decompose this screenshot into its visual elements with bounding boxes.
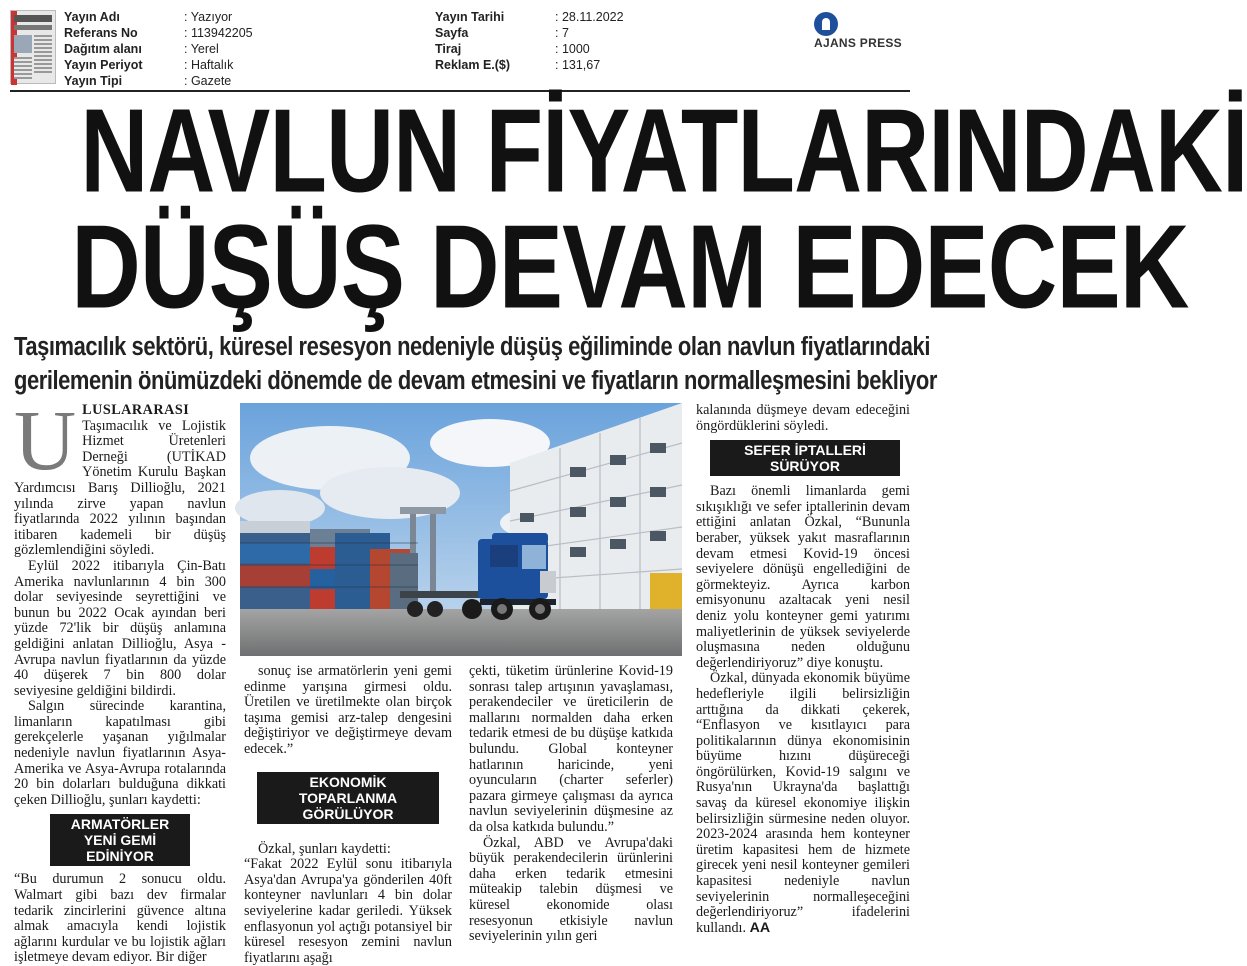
- meta-row: [435, 25, 624, 41]
- ajans-press-logo: [814, 10, 910, 50]
- meta-value: : 113942205: [184, 25, 253, 41]
- paragraph: Eylül 2022 itibarıyla Çin-Batı Amerika navlunlarının 4 bin 300 dolar seviyesinde seyrettiğini ve bunun bu 2022 Ocak ayından beri yüzde 72'lik bir düşüş anlamına geldiğini anlatan Dillioğlu, Asya -Avrupa navlun fiyatlarının da yüzde 40 düşerek 7 bin 800 dolar seviyesine geldiğini bildirdi.: [14, 557, 226, 699]
- meta-row: [435, 41, 624, 57]
- meta-value: : 7: [555, 25, 569, 41]
- meta-key: Yayın Periyot: [64, 58, 143, 72]
- column-3: [469, 664, 673, 945]
- deck-line-2: gerilemenin önümüzdeki dönemde de devam etmesini ve fiyatların normalleşmesini bekliyor: [14, 367, 937, 395]
- meta-key: Tiraj: [435, 42, 462, 56]
- paragraph-text: Taşımacılık ve Lojistik Hizmet Üretenleri Derneği (UTİKAD Yönetim Kurulu Başkan Yardımcısı Barış Dillioğlu, 2021 yılında zirve yapan navlun fiyatlarında 2022 yılının başından itibaren kademeli bir düşüş gözlemlendiğini söyledi.: [14, 417, 226, 559]
- drop-cap: U: [14, 392, 77, 488]
- headline-line-2: DÜŞÜŞ DEVAM EDECEK: [71, 200, 1189, 333]
- meta-right: [435, 9, 624, 73]
- port-truck-photo: [240, 403, 682, 656]
- meta-row: [64, 57, 253, 73]
- meta-value: : Yerel: [184, 41, 219, 57]
- column-4: [696, 403, 910, 936]
- paragraph-text: Özkal, dünyada ekonomik büyüme hedefleriyle ilgili belirsizliğin arttığına da dikkati çekerek, “Enflasyon ve kısıtlayıcı para politikalarının dünya ekonomisinin büyüme hızını düşüreceği öngörülürken, Kovid-19 salgını ve Rusya'nın Ukrayna'da başlattığı savaş da küresel ekonomiye ilişkin belirsizliğin sürmesine neden oluyor. 2023-2024 arasında hem konteyner üretim kapasitesi hem de hizmete girecek yeni nesil konteyner gemileri kapasitesi nedeniyle navlun seviyelerinin normalleşeceğini değerlendiriyoruz” ifadelerini kullandı.: [696, 670, 910, 936]
- byline-aa: AA: [749, 919, 771, 936]
- column-1: [14, 392, 226, 966]
- paragraph: Özkal, şunları kaydetti:: [258, 840, 391, 857]
- subhead: EKONOMİK TOPARLANMA GÖRÜLÜYOR: [257, 772, 439, 824]
- meta-value: : 28.11.2022: [555, 9, 624, 25]
- meta-key: Reklam E.($): [435, 58, 511, 72]
- meta-value: : Yazıyor: [184, 9, 232, 25]
- meta-left: [64, 9, 253, 89]
- paragraph: Özkal, ABD ve Avrupa'daki büyük perakendecilerin ürünlerini daha erken tedarik etmesini müteakip talebin düşmesi ve küresel ekonomide olası resesyonun etkisiyle navlun seviyelerinin yılın geri: [469, 834, 673, 945]
- meta-key: Yayın Tarihi: [435, 10, 505, 24]
- meta-key: Yayın Tipi: [64, 74, 123, 88]
- deck: [14, 330, 937, 398]
- meta-value: : 1000: [555, 41, 590, 57]
- meta-value: : Haftalık: [184, 57, 233, 73]
- subhead: SEFER İPTALLERİ SÜRÜYOR: [710, 440, 900, 476]
- headline: [8, 84, 1247, 333]
- clipping-header: [0, 0, 920, 92]
- subhead: ARMATÖRLER YENİ GEMİ EDİNİYOR: [50, 814, 190, 866]
- page-thumbnail[interactable]: [10, 10, 56, 84]
- meta-row: [435, 9, 624, 25]
- meta-key: Sayfa: [435, 26, 469, 40]
- column-2: [244, 664, 452, 966]
- meta-key: Referans No: [64, 26, 138, 40]
- dateline: LUSLARARASI: [82, 402, 190, 418]
- logo-text: AJANS PRESS: [814, 36, 902, 50]
- paragraph: [696, 671, 910, 936]
- paragraph: kalanında düşmeye devam edeceğini öngördüklerini söyledi.: [696, 402, 910, 434]
- meta-value: : 131,67: [555, 57, 600, 73]
- meta-key: Dağıtım alanı: [64, 42, 142, 56]
- meta-value: : Gazete: [184, 73, 231, 89]
- paragraph: “Bu durumun 2 sonucu oldu. Walmart gibi bazı dev firmalar tedarik zincirlerini güvence altına almak amacıyla kendi lojistik ağlarını kurdular ve bu lojistik ağları işletmeye devam ediyor. Bir diğer: [14, 871, 226, 966]
- article-photo[interactable]: [240, 403, 682, 656]
- meta-row: [64, 41, 253, 57]
- headline-line-1: NAVLUN FİYATLARINDAKİ: [80, 84, 1247, 217]
- ajans-press-logo-icon: [814, 12, 838, 36]
- paragraph: “Fakat 2022 Eylül sonu itibarıyla Asya'dan Avrupa'ya gönderilen 40ft konteyner navlunları 4 bin dolar seviyelerine kadar geriledi. Yüksek enflasyonun yol açtığı potansiyel bir küresel resesyon zemini navlun fiyatlarını aşağı: [244, 856, 452, 966]
- meta-key: Yayın Adı: [64, 10, 120, 24]
- paragraph: Salgın sürecinde karantina, limanların kapatılması gibi gerekçelerle yaşanan yığılmalar nedeniyle navlun fiyatlarının Asya-Amerika ve Asya-Avrupa rotalarında 20 bin dolarları bulduğuna dikkati çeken Dillioğlu, şunları kaydetti:: [14, 698, 226, 808]
- meta-row: [435, 57, 624, 73]
- paragraph: Bazı önemli limanlarda gemi sıkışıklığı ve sefer iptallerinin devam ettiğini anlatan Özkal, “Bununla beraber, yüksek yakıt masraflarının devam etmesi Kovid-19 öncesi seviyelere dönüşü engellediğini de görmekteyiz. Ayrıca karbon emisyonunu azaltacak yeni nesil deniz yolu konteyner gemi yatırımı maliyetlerinin de yüksek seviyelerde oluşmasına neden olduğunu değerlendiriyoruz” diye konuştu.: [696, 483, 910, 671]
- deck-line-1: Taşımacılık sektörü, küresel resesyon nedeniyle düşüş eğiliminde olan navlun fiyatlarındaki: [14, 333, 930, 361]
- meta-row: [64, 9, 253, 25]
- paragraph: sonuç ise armatörlerin yeni gemi edinme yarışına girmesi oldu. Üretilen ve üretilmekte olan birçok taşıma gemisi arz-talep dengesini değiştiriyor ve değiştirmeye devam edecek.”: [244, 663, 452, 757]
- paragraph: çekti, tüketim ürünlerine Kovid-19 sonrası talep artışının yavaşlaması, perakendeciler ve üreticilerin de mallarını normalden daha erken tedarik etmesi de bu düşüşe katkıda bulundu. Global konteyner hatlarının haricinde, yeni oyuncuların (charter seferler) pazara girmeye çalışması da ayrıca navlun seviyelerinin düşmesine az da olsa katkıda bulundu.”: [469, 663, 673, 835]
- meta-row: [64, 25, 253, 41]
